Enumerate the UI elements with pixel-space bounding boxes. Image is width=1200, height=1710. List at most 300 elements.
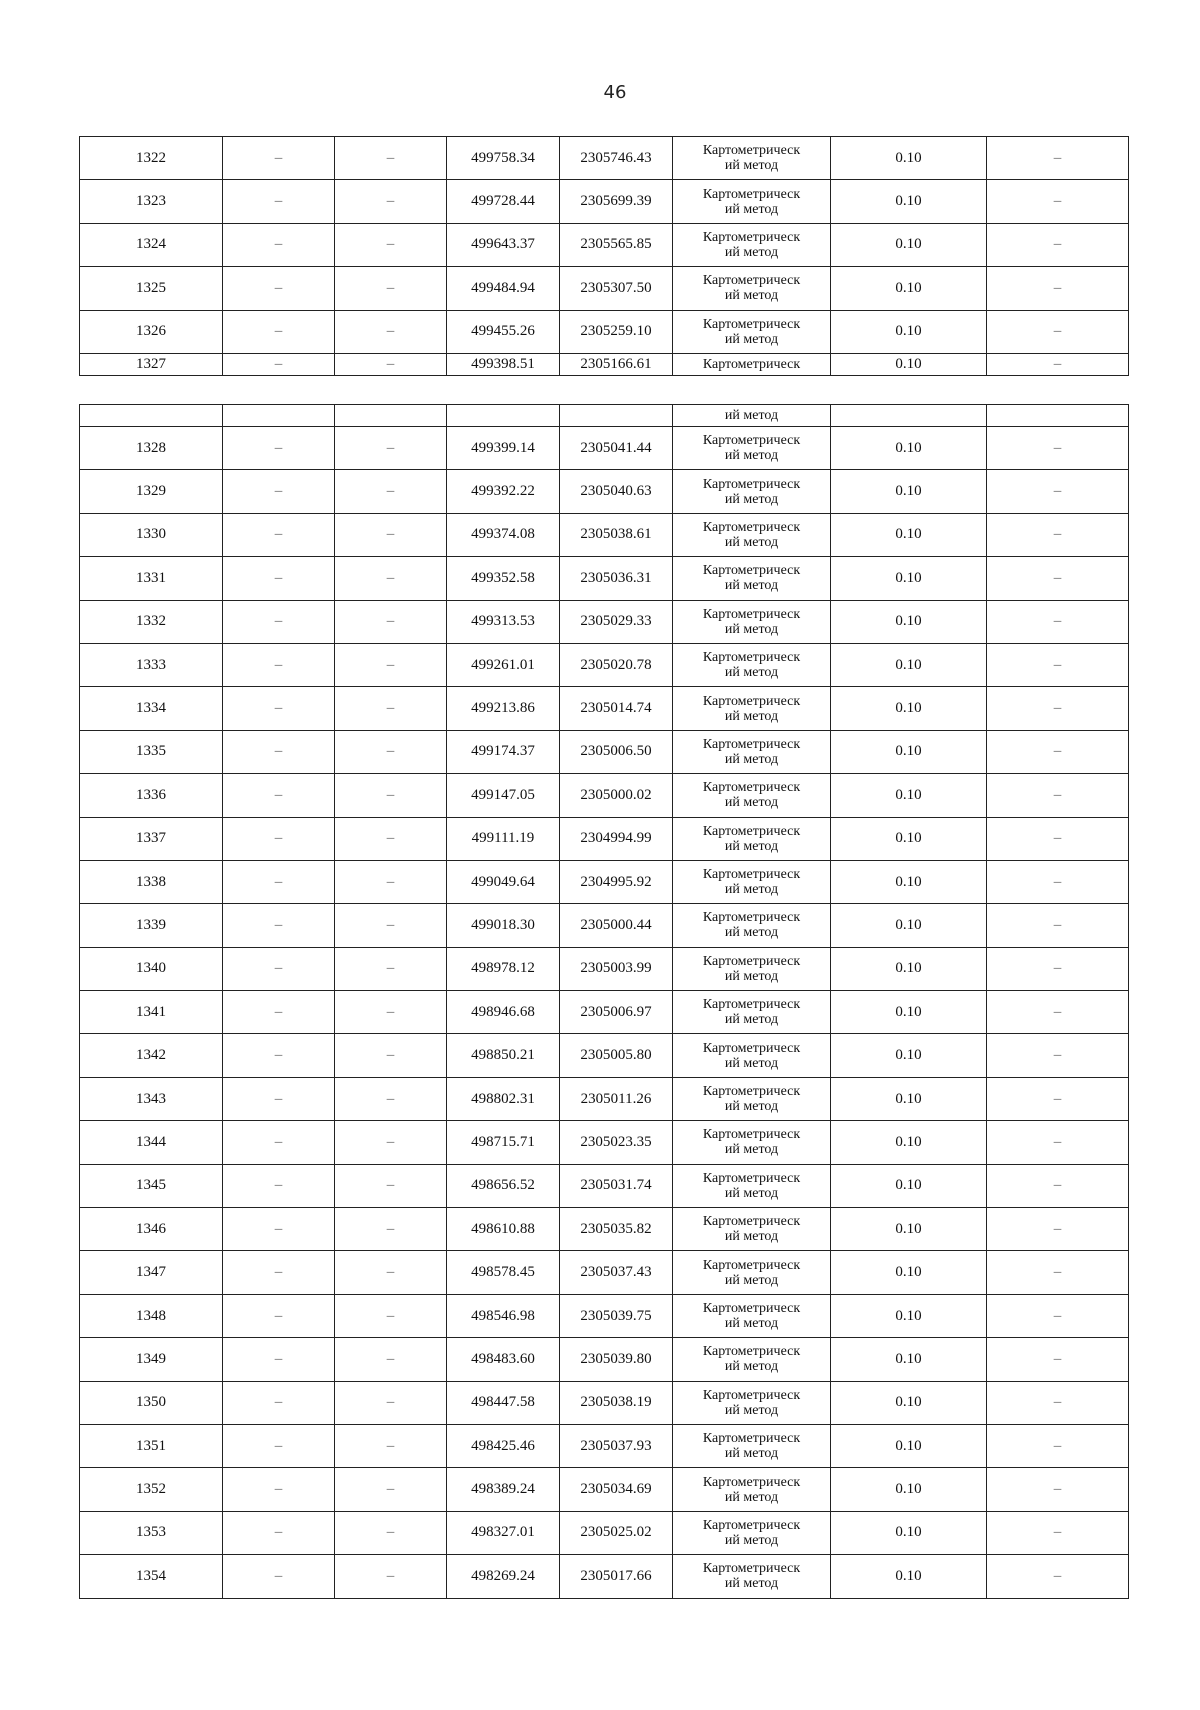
page-number: 46 (603, 82, 627, 103)
accuracy-cell: 0.10 (831, 643, 987, 686)
old-x-cell: – (223, 730, 335, 773)
method-line-1: Картометрическ (702, 1517, 801, 1533)
old-x-cell: – (223, 180, 335, 223)
table-row (80, 1381, 1129, 1424)
method-line-2: ий метод (724, 751, 779, 767)
accuracy-cell: 0.10 (831, 310, 987, 353)
x-coordinate: 498850.21 (447, 1034, 560, 1077)
table-row (80, 1208, 1129, 1251)
old-x-cell: – (223, 600, 335, 643)
x-coordinate: 498978.12 (447, 947, 560, 990)
y-coordinate: 2304995.92 (560, 860, 673, 903)
method-line-1: Картометрическ (702, 1344, 801, 1360)
description-cell: – (987, 470, 1129, 513)
y-coordinate: 2305035.82 (560, 1208, 673, 1251)
old-x-cell: – (223, 310, 335, 353)
method-cell (673, 1381, 831, 1424)
x-coordinate: 499147.05 (447, 774, 560, 817)
y-coordinate: 2305031.74 (560, 1164, 673, 1207)
method-line-1: Картометрическ (702, 650, 801, 666)
method-line-1: Картометрическ (702, 780, 801, 796)
method-line-2: ий метод (724, 1402, 779, 1418)
method-line-1: Картометрическ (702, 563, 801, 579)
method-line-2: ий метод (724, 1272, 779, 1288)
method-cell (673, 427, 831, 470)
y-coordinate: 2305038.61 (560, 513, 673, 556)
method-line-1: Картометрическ (702, 1301, 801, 1316)
y-coordinate: 2305037.93 (560, 1424, 673, 1467)
x-coordinate: 499174.37 (447, 730, 560, 773)
x-coordinate: 499758.34 (447, 137, 560, 180)
method-cell (673, 1294, 831, 1337)
point-number: 1350 (80, 1381, 223, 1424)
old-y-cell: – (335, 1381, 447, 1424)
method-line-1: Картометрическ (702, 736, 801, 752)
old-x-cell: – (223, 427, 335, 470)
point-number: 1333 (80, 643, 223, 686)
accuracy-cell: 0.10 (831, 1208, 987, 1251)
table-row (80, 470, 1129, 513)
table-row (80, 947, 1129, 990)
y-coordinate: 2305034.69 (560, 1468, 673, 1511)
method-line-2: ий метод (724, 665, 779, 681)
method-line-2: ий метод (724, 534, 779, 550)
point-number: 1339 (80, 904, 223, 947)
method-line-2: ий метод (724, 244, 779, 260)
accuracy-cell: 0.10 (831, 267, 987, 310)
description-cell: – (987, 687, 1129, 730)
method-cell (673, 1424, 831, 1467)
description-cell: – (987, 1424, 1129, 1467)
method-line-2: ий метод (724, 491, 779, 507)
method-cell (673, 470, 831, 513)
method-line-1: Картометрическ (702, 186, 801, 202)
method-line-2: ий метод (724, 1229, 779, 1245)
x-coordinate: 499392.22 (447, 470, 560, 513)
point-number: 1354 (80, 1555, 223, 1598)
x-coordinate: 499111.19 (447, 817, 560, 860)
old-y-cell: – (335, 1294, 447, 1337)
table-row (80, 774, 1129, 817)
method-cell (673, 947, 831, 990)
method-line-2: ий метод (724, 968, 779, 984)
accuracy-cell: 0.10 (831, 1338, 987, 1381)
method-line-1: Картометрическ (702, 953, 801, 969)
method-cell (673, 1511, 831, 1554)
table-row (80, 600, 1129, 643)
x-coordinate: 498327.01 (447, 1511, 560, 1554)
method-line-1: Картометрическ (702, 1257, 801, 1273)
method-cell (673, 687, 831, 730)
method-line-1: Картометрическ (702, 1387, 801, 1403)
point-number: 1337 (80, 817, 223, 860)
x-coordinate: 498656.52 (447, 1164, 560, 1207)
y-coordinate: 2305005.80 (560, 1034, 673, 1077)
x-coordinate: 498610.88 (447, 1208, 560, 1251)
old-x-cell: – (223, 1034, 335, 1077)
old-x-cell: – (223, 1468, 335, 1511)
x-coordinate: 498269.24 (447, 1555, 560, 1598)
old-y-cell: – (335, 513, 447, 556)
y-coordinate: 2305699.39 (560, 180, 673, 223)
y-coordinate: 2305006.97 (560, 991, 673, 1034)
old-x-cell: – (223, 1164, 335, 1207)
old-x-cell: – (223, 643, 335, 686)
accuracy-cell: 0.10 (831, 223, 987, 266)
method-cell (673, 1034, 831, 1077)
accuracy-cell: 0.10 (831, 513, 987, 556)
description-cell: – (987, 1294, 1129, 1337)
description-cell: – (987, 991, 1129, 1034)
method-cell (673, 600, 831, 643)
table-row (80, 1468, 1129, 1511)
old-y-cell: – (335, 687, 447, 730)
method-cell (673, 137, 831, 180)
description-cell: – (987, 1511, 1129, 1554)
method-cell (673, 267, 831, 310)
point-number: 1328 (80, 427, 223, 470)
method-cell (673, 643, 831, 686)
method-line-2: ий метод (724, 448, 779, 464)
description-cell: – (987, 1555, 1129, 1598)
method-line-1: Картометрическ (702, 1084, 801, 1100)
accuracy-cell: 0.10 (831, 1121, 987, 1164)
method-cell (673, 513, 831, 556)
table-row (80, 1164, 1129, 1207)
method-cell (673, 1338, 831, 1381)
point-number: 1345 (80, 1164, 223, 1207)
point-number: 1341 (80, 991, 223, 1034)
accuracy-cell: 0.10 (831, 991, 987, 1034)
y-coordinate: 2305039.75 (560, 1294, 673, 1337)
old-y-cell: – (335, 904, 447, 947)
y-coordinate: 2305307.50 (560, 267, 673, 310)
point-number: 1331 (80, 557, 223, 600)
table-row (80, 513, 1129, 556)
method-line-1: Картометрическ (702, 693, 801, 709)
point-number: 1326 (80, 310, 223, 353)
method-cell (673, 1077, 831, 1120)
table-row (80, 1251, 1129, 1294)
description-cell: – (987, 1338, 1129, 1381)
method-cell (673, 180, 831, 223)
accuracy-cell: 0.10 (831, 470, 987, 513)
point-number: 1346 (80, 1208, 223, 1251)
point-number: 1349 (80, 1338, 223, 1381)
table-row (80, 427, 1129, 470)
description-cell: – (987, 860, 1129, 903)
method-cell (673, 557, 831, 600)
point-number: 1323 (80, 180, 223, 223)
method-cell (673, 991, 831, 1034)
accuracy-cell: 0.10 (831, 1251, 987, 1294)
y-coordinate: 2305259.10 (560, 310, 673, 353)
table-row (80, 267, 1129, 310)
point-number: 1338 (80, 860, 223, 903)
old-x-cell: – (223, 904, 335, 947)
point-number: 1330 (80, 513, 223, 556)
x-coordinate: 499213.86 (447, 687, 560, 730)
point-number: 1322 (80, 137, 223, 180)
method-line-2: ий метод (724, 1316, 779, 1331)
y-coordinate: 2305014.74 (560, 687, 673, 730)
old-y-cell: – (335, 1077, 447, 1120)
accuracy-cell: 0.10 (831, 774, 987, 817)
accuracy-cell: 0.10 (831, 1077, 987, 1120)
table-row (80, 1511, 1129, 1554)
method-cell (673, 1468, 831, 1511)
point-number: 1342 (80, 1034, 223, 1077)
table-row (80, 1121, 1129, 1164)
old-x-cell: – (223, 1208, 335, 1251)
description-cell: – (987, 223, 1129, 266)
method-cell (673, 904, 831, 947)
x-coordinate: 499352.58 (447, 557, 560, 600)
old-x-cell: – (223, 267, 335, 310)
method-line-1: Картометрическ (702, 606, 801, 622)
description-cell: – (987, 1121, 1129, 1164)
x-coordinate: 498389.24 (447, 1468, 560, 1511)
method-line-1: Картометрическ (702, 1127, 801, 1143)
old-x-cell: – (223, 1251, 335, 1294)
table-row-continuation (80, 405, 1129, 427)
old-y-cell: – (335, 1034, 447, 1077)
x-coordinate: 499049.64 (447, 860, 560, 903)
accuracy-cell: 0.10 (831, 904, 987, 947)
y-coordinate: 2305006.50 (560, 730, 673, 773)
old-x-cell: – (223, 353, 335, 375)
method-cell (673, 730, 831, 773)
x-coordinate: 499484.94 (447, 267, 560, 310)
point-number: 1327 (80, 353, 223, 375)
method-line-1: Картометрическ (702, 1561, 801, 1577)
table-row (80, 1338, 1129, 1381)
point-number: 1325 (80, 267, 223, 310)
description-cell: – (987, 1251, 1129, 1294)
method-line-1: Картометрическ (702, 476, 801, 492)
y-coordinate: 2305038.19 (560, 1381, 673, 1424)
x-coordinate: 499018.30 (447, 904, 560, 947)
x-coordinate: 498447.58 (447, 1381, 560, 1424)
table-row (80, 310, 1129, 353)
old-x-cell: – (223, 1511, 335, 1554)
table-row (80, 1077, 1129, 1120)
old-y-cell: – (335, 600, 447, 643)
method-line-1: Картометрическ (702, 823, 801, 839)
description-cell: – (987, 557, 1129, 600)
description-cell: – (987, 1381, 1129, 1424)
old-x-cell: – (223, 137, 335, 180)
description-cell: – (987, 310, 1129, 353)
table-row (80, 687, 1129, 730)
x-coordinate: 498578.45 (447, 1251, 560, 1294)
old-y-cell: – (335, 643, 447, 686)
method-line-2: ий метод (724, 1099, 779, 1115)
table-row (80, 1294, 1129, 1337)
table-row (80, 1034, 1129, 1077)
description-cell: – (987, 427, 1129, 470)
old-y-cell: – (335, 223, 447, 266)
description-cell: – (987, 137, 1129, 180)
old-y-cell: – (335, 1338, 447, 1381)
description-cell: – (987, 600, 1129, 643)
y-coordinate: 2305039.80 (560, 1338, 673, 1381)
method-line-1: Картометрическ (702, 143, 801, 159)
description-cell: – (987, 1077, 1129, 1120)
y-coordinate: 2305746.43 (560, 137, 673, 180)
method-cell (673, 1208, 831, 1251)
description-cell: – (987, 267, 1129, 310)
method-cell (673, 1164, 831, 1207)
description-cell: – (987, 730, 1129, 773)
y-coordinate: 2305003.99 (560, 947, 673, 990)
description-cell: – (987, 643, 1129, 686)
old-x-cell: – (223, 774, 335, 817)
method-cell (673, 774, 831, 817)
y-coordinate: 2305011.26 (560, 1077, 673, 1120)
old-y-cell: – (335, 1555, 447, 1598)
method-cell (673, 817, 831, 860)
old-y-cell: – (335, 817, 447, 860)
accuracy-cell: 0.10 (831, 1381, 987, 1424)
table-row (80, 353, 1129, 375)
method-line-1: Картометрическ (702, 519, 801, 535)
y-coordinate: 2305036.31 (560, 557, 673, 600)
accuracy-cell: 0.10 (831, 600, 987, 643)
table-row (80, 1555, 1129, 1598)
description-cell: – (987, 1164, 1129, 1207)
x-coordinate: 499455.26 (447, 310, 560, 353)
accuracy-cell: 0.10 (831, 687, 987, 730)
method-line-2: ий метод (724, 1446, 779, 1462)
method-cell (673, 1555, 831, 1598)
y-coordinate: 2305017.66 (560, 1555, 673, 1598)
point-number: 1335 (80, 730, 223, 773)
table-row (80, 180, 1129, 223)
accuracy-cell: 0.10 (831, 1424, 987, 1467)
description-cell: – (987, 353, 1129, 375)
old-y-cell: – (335, 353, 447, 375)
old-x-cell: – (223, 817, 335, 860)
method-line-2: ий метод (724, 201, 779, 217)
y-coordinate: 2305023.35 (560, 1121, 673, 1164)
table-row (80, 991, 1129, 1034)
old-y-cell: – (335, 180, 447, 223)
x-coordinate: 499261.01 (447, 643, 560, 686)
accuracy-cell: 0.10 (831, 180, 987, 223)
method-line-2: ий метод (724, 621, 779, 637)
old-x-cell: – (223, 1381, 335, 1424)
old-y-cell: – (335, 1251, 447, 1294)
point-number: 1324 (80, 223, 223, 266)
method-line-1: Картометрическ (702, 1214, 801, 1230)
accuracy-cell: 0.10 (831, 730, 987, 773)
old-x-cell: – (223, 513, 335, 556)
point-number: 1336 (80, 774, 223, 817)
point-number: 1352 (80, 1468, 223, 1511)
old-x-cell: – (223, 991, 335, 1034)
description-cell: – (987, 180, 1129, 223)
y-coordinate: 2305166.61 (560, 353, 673, 375)
accuracy-cell: 0.10 (831, 1555, 987, 1598)
old-y-cell: – (335, 1208, 447, 1251)
method-cell (673, 353, 831, 375)
method-line-1: Картометрическ (702, 1040, 801, 1056)
method-line-2: ий метод (724, 1489, 779, 1505)
method-line-2: ий метод (724, 1576, 779, 1592)
method-cell-continuation: ий метод (673, 405, 831, 427)
method-line-1: Картометрическ (702, 867, 801, 883)
y-coordinate: 2305565.85 (560, 223, 673, 266)
method-line-2: ий метод (724, 288, 779, 304)
description-cell: – (987, 1034, 1129, 1077)
point-number: 1343 (80, 1077, 223, 1120)
y-coordinate: 2305020.78 (560, 643, 673, 686)
method-cell (673, 1121, 831, 1164)
y-coordinate: 2305000.44 (560, 904, 673, 947)
y-coordinate: 2305000.02 (560, 774, 673, 817)
table-row (80, 223, 1129, 266)
accuracy-cell: 0.10 (831, 860, 987, 903)
old-y-cell: – (335, 557, 447, 600)
method-line-2: ий метод (724, 1185, 779, 1201)
y-coordinate: 2305029.33 (560, 600, 673, 643)
old-y-cell: – (335, 1468, 447, 1511)
method-cell (673, 1251, 831, 1294)
method-cell (673, 860, 831, 903)
x-coordinate: 499643.37 (447, 223, 560, 266)
description-cell: – (987, 1468, 1129, 1511)
coordinates-table-top (79, 136, 1129, 376)
point-number: 1334 (80, 687, 223, 730)
method-line-1: Картометрическ (702, 433, 801, 449)
old-y-cell: – (335, 860, 447, 903)
table-row (80, 730, 1129, 773)
old-x-cell: – (223, 1424, 335, 1467)
method-line-2: ий метод (724, 1532, 779, 1548)
old-y-cell: – (335, 991, 447, 1034)
method-line-2: ий метод (724, 1359, 779, 1375)
accuracy-cell: 0.10 (831, 1164, 987, 1207)
point-number: 1332 (80, 600, 223, 643)
table-row (80, 860, 1129, 903)
old-x-cell: – (223, 223, 335, 266)
method-line-2: ий метод (724, 331, 779, 347)
description-cell: – (987, 774, 1129, 817)
old-y-cell: – (335, 1511, 447, 1554)
y-coordinate: 2304994.99 (560, 817, 673, 860)
method-line-2: ий метод (724, 882, 779, 898)
x-coordinate: 498715.71 (447, 1121, 560, 1164)
accuracy-cell: 0.10 (831, 137, 987, 180)
method-line-1: Картометрическ (702, 316, 801, 332)
method-line-2: ий метод (724, 1142, 779, 1158)
x-coordinate: 498483.60 (447, 1338, 560, 1381)
accuracy-cell: 0.10 (831, 1468, 987, 1511)
y-coordinate: 2305041.44 (560, 427, 673, 470)
y-coordinate: 2305037.43 (560, 1251, 673, 1294)
x-coordinate: 499374.08 (447, 513, 560, 556)
old-y-cell: – (335, 1164, 447, 1207)
accuracy-cell: 0.10 (831, 1511, 987, 1554)
method-line-1: Картометрическ (702, 356, 801, 372)
point-number: 1353 (80, 1511, 223, 1554)
point-number: 1348 (80, 1294, 223, 1337)
old-y-cell: – (335, 730, 447, 773)
table-row (80, 137, 1129, 180)
accuracy-cell: 0.10 (831, 947, 987, 990)
old-x-cell: – (223, 1555, 335, 1598)
